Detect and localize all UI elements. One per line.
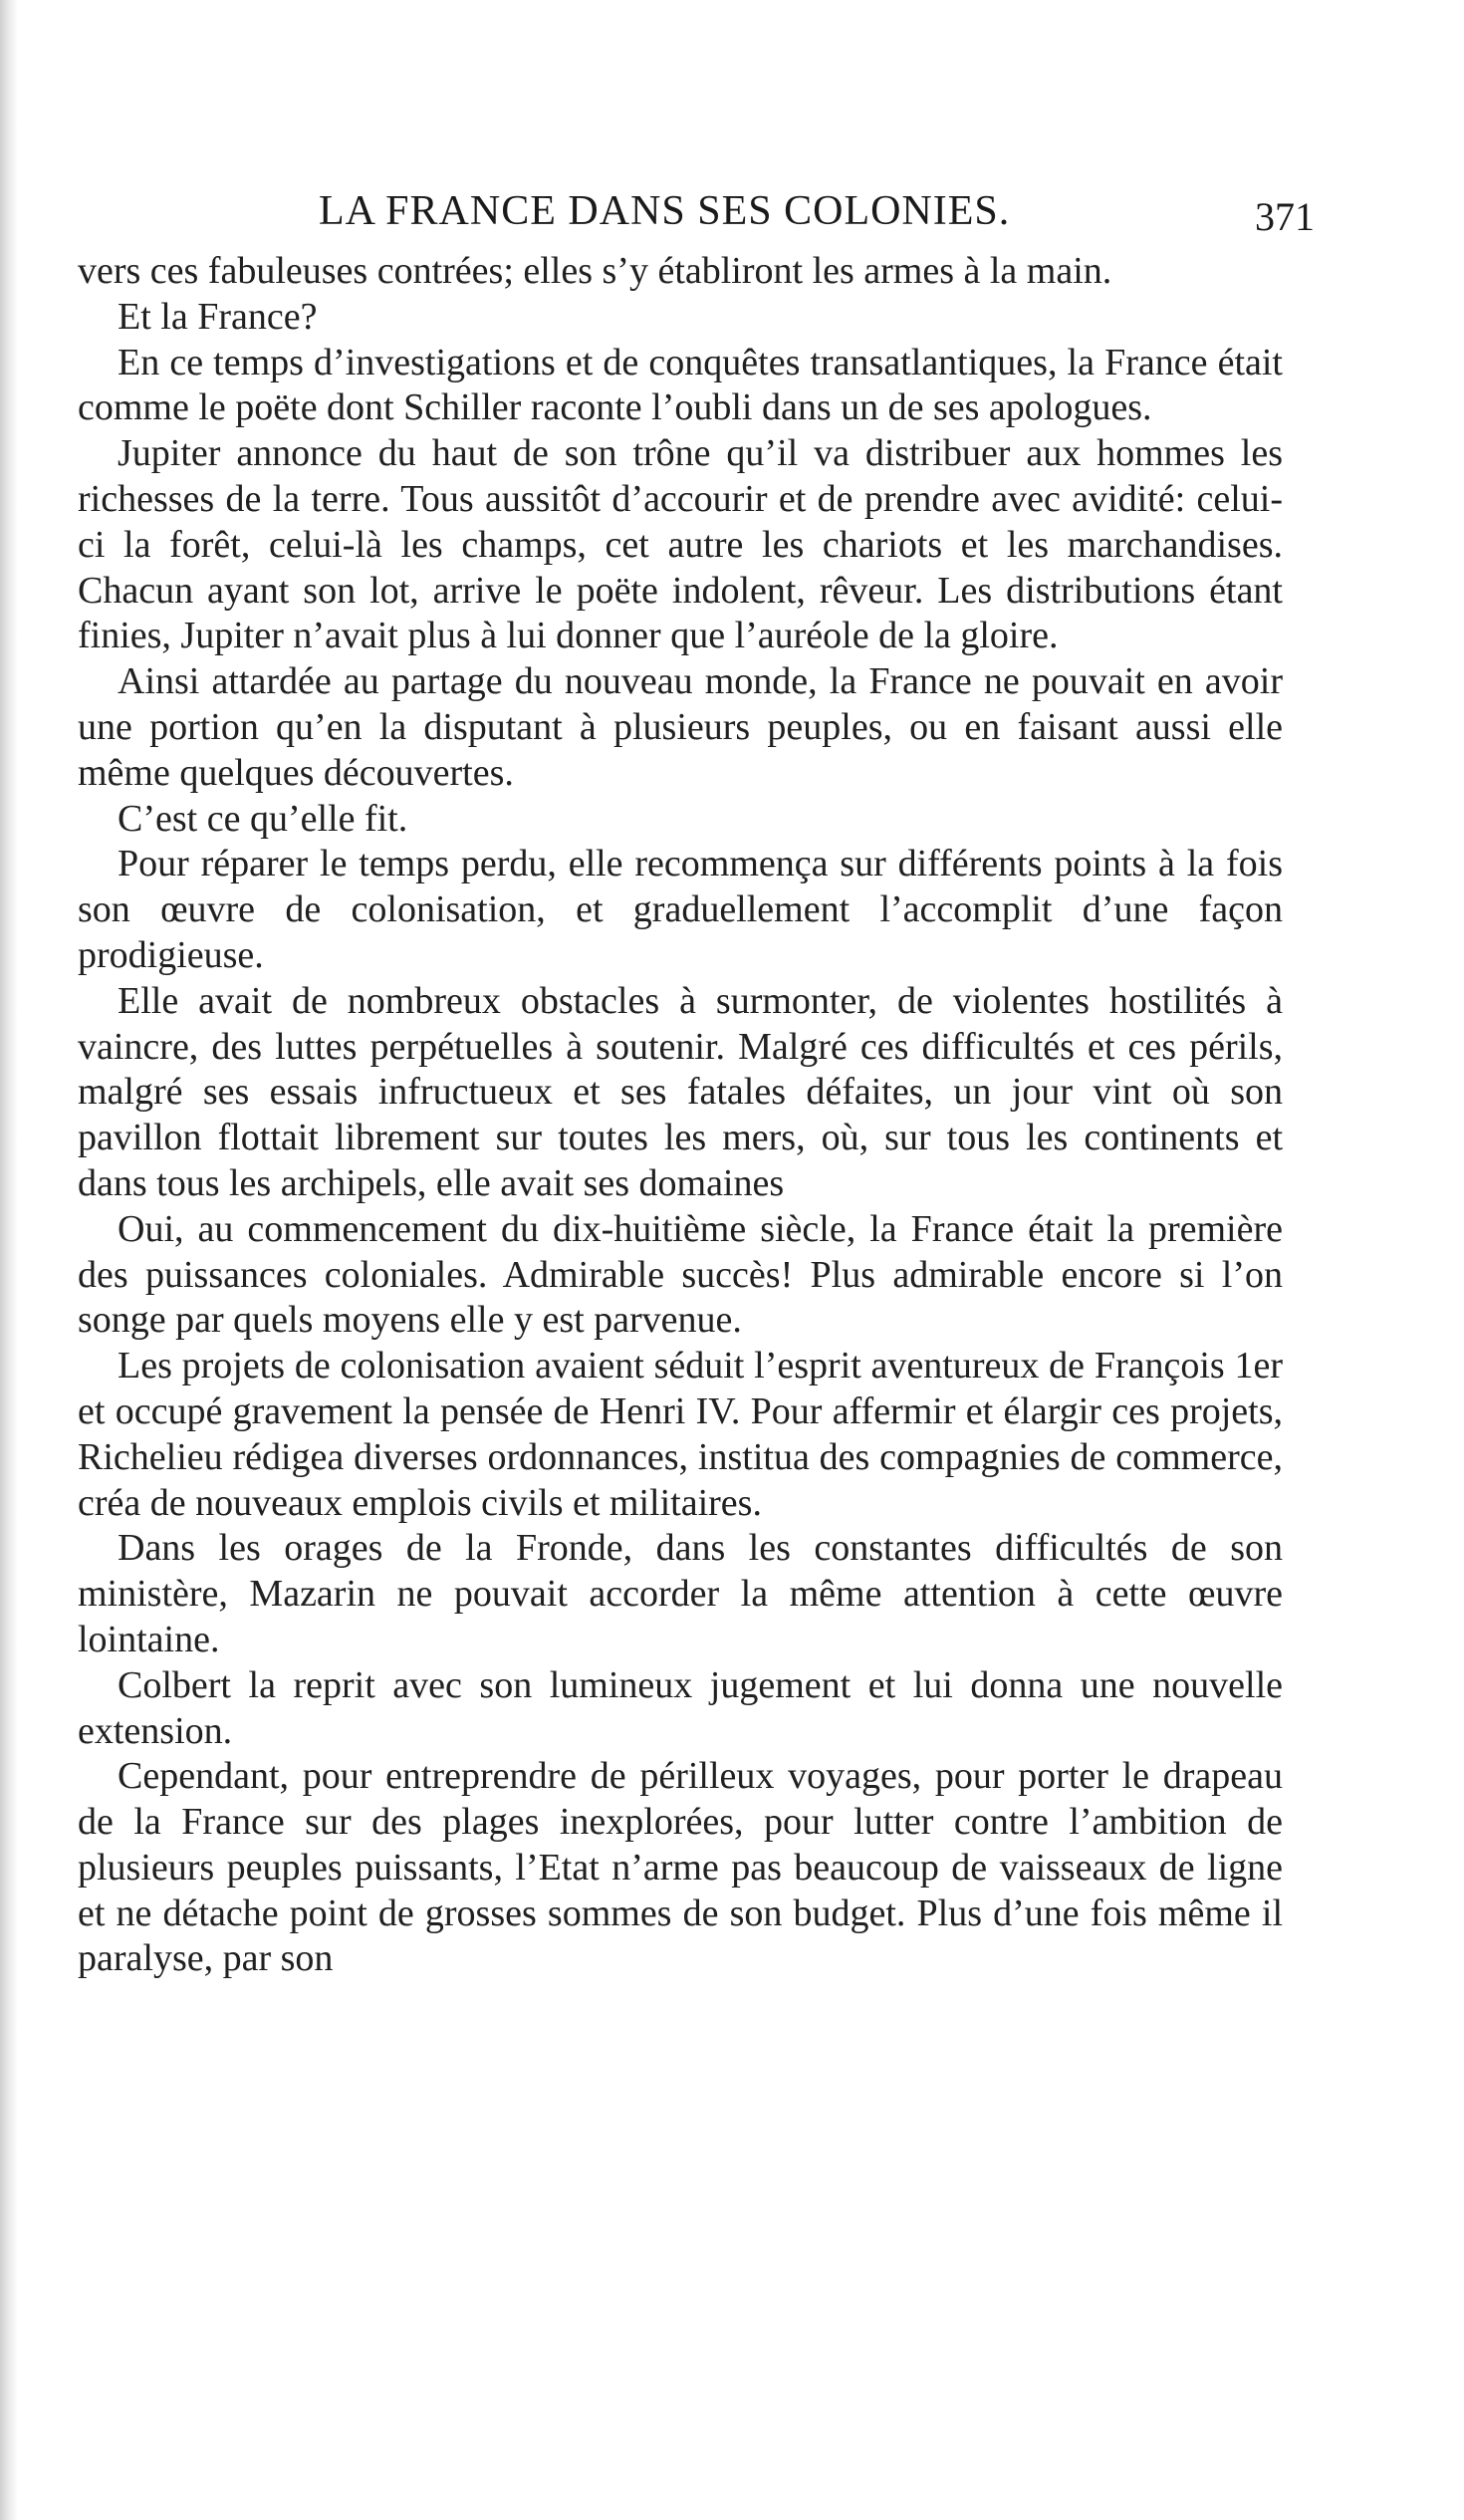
paragraph: Oui, au commencement du dix-huitième siècle, la France était la première des puissances coloniales. Admirable succès! Plus admirable encore si l’on songe par quels moyens elle y est parvenue. <box>78 1207 1283 1342</box>
page-number: 371 <box>1255 194 1315 239</box>
page-header <box>299 179 1315 243</box>
paragraph: En ce temps d’investigations et de conquêtes transatlantiques, la France était comme le poëte dont Schiller raconte l’oubli dans un de ses apologues. <box>78 341 1283 429</box>
paragraph: Ainsi attardée au partage du nouveau monde, la France ne pouvait en avoir une portion qu’en la disputant à plusieurs peuples, ou en faisant aussi elle même quelques découvertes. <box>78 660 1283 794</box>
paragraph-continuation: vers ces fabuleuses contrées; elles s’y établiront les armes à la main. <box>78 250 1112 292</box>
paragraph: Jupiter annonce du haut de son trône qu’il va distribuer aux hommes les richesses de la terre. Tous aussitôt d’accourir et de prendre avec avidité: celui-ci la forêt, celui-là les champs, cet autre les chariots et les marchandises. Chacun ayant son lot, arrive le poëte indolent, rêveur. Les distributions étant finies, Jupiter n’avait plus à lui donner que l’auréole de la gloire. <box>78 432 1283 657</box>
paragraph: Elle avait de nombreux obstacles à surmonter, de violentes hostilités à vaincre, des luttes perpétuelles à soutenir. Malgré ces difficultés et ces périls, malgré ses essais infructueux et ses fatales défaites, un jour vint où son pavillon flottait librement sur toutes les mers, où, sur tous les continents et dans tous les archipels, elle avait ses domaines <box>78 979 1283 1204</box>
paragraph: C’est ce qu’elle fit. <box>118 797 408 840</box>
running-title: LA FRANCE DANS SES COLONIES. <box>319 188 1011 234</box>
paragraph: Les projets de colonisation avaient séduit l’esprit aventureux de François 1er et occupé gravement la pensée de Henri IV. Pour affermir et élargir ces projets, Richelieu rédigea diverses ordonnances, institua des compagnies de commerce, créa de nouveaux emplois civils et militaires. <box>78 1345 1283 1524</box>
page-edge-shadow <box>0 0 18 2520</box>
paragraph: Pour réparer le temps perdu, elle recommença sur différents points à la fois son œuvre de colonisation, et graduellement l’accomplit d’une façon prodigieuse. <box>78 843 1283 976</box>
paragraph: Dans les orages de la Fronde, dans les constantes difficultés de son ministère, Mazarin ne pouvait accorder la même attention à cette œuvre lointaine. <box>78 1527 1283 1660</box>
paragraph: Et la France? <box>118 295 318 338</box>
paragraph: Colbert la reprit avec son lumineux jugement et lui donna une nouvelle extension. <box>78 1663 1283 1752</box>
paragraph: Cependant, pour entreprendre de périlleux voyages, pour porter le drapeau de la France sur des plages inexplorées, pour lutter contre l’ambition de plusieurs peuples puissants, l’Etat n’arme pas beaucoup de vaisseaux de ligne et ne détache point de grosses sommes de son budget. Plus d’une fois même il paralyse, par son <box>78 1755 1283 1980</box>
body-text <box>78 249 1283 1982</box>
